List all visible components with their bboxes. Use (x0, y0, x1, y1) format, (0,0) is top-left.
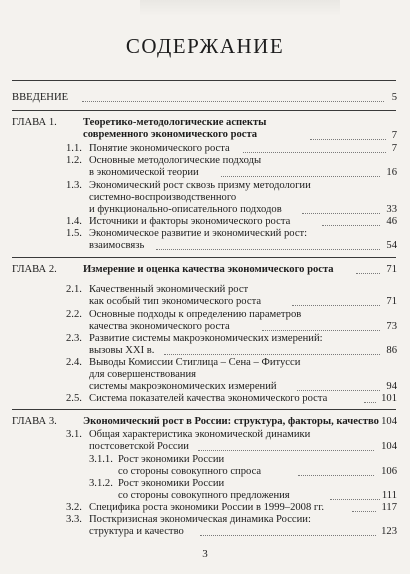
leader-dots (82, 101, 384, 102)
toc-item-page: 71 (386, 296, 397, 307)
leader-dots (198, 450, 374, 451)
toc-item-title: Развитие системы макроэкономических измерений: (89, 333, 323, 344)
leader-dots (200, 535, 376, 536)
chapter3-title: Экономический рост в России: структура, факторы, качество (83, 416, 379, 427)
leader-dots (298, 475, 374, 476)
toc-item-title-cont: для совершенствования (89, 369, 196, 380)
page-number: 3 (202, 548, 208, 560)
chapter1-label: ГЛАВА 1. (12, 117, 57, 128)
toc-item-page: 106 (381, 466, 397, 477)
toc-item-number: 2.5. (66, 393, 82, 404)
toc-item-title: Рост экономики России (118, 478, 225, 489)
leader-dots (243, 152, 386, 153)
toc-item-number: 3.1.2. (89, 478, 113, 489)
toc-item-number: 1.4. (66, 216, 82, 227)
chapter3-label: ГЛАВА 3. (12, 416, 57, 427)
toc-item-page: 86 (386, 345, 397, 356)
toc-item-title: Основные подходы к определению параметров (89, 309, 302, 320)
toc-item-title: Специфика роста экономики России в 1999–2008 гг. (89, 502, 325, 513)
toc-item-number: 3.2. (66, 502, 82, 513)
leader-dots (156, 249, 380, 250)
toc-item-title-cont: системно-воспроизводственного (89, 192, 237, 203)
toc-item-number: 2.1. (66, 284, 82, 295)
leader-dots (330, 499, 380, 500)
toc-item-title-cont: вызовы XXI в. (89, 345, 155, 356)
leader-dots (310, 139, 386, 140)
toc-item-number: 2.3. (66, 333, 82, 344)
toc-item-page: 94 (386, 381, 397, 392)
leader-dots (356, 273, 380, 274)
intro-page: 5 (391, 92, 397, 103)
leader-dots (364, 402, 376, 403)
toc-item-title: Основные методологические подходы (89, 155, 262, 166)
toc-item-number: 1.5. (66, 228, 82, 239)
toc-item-title-cont: в экономической теории (89, 167, 199, 178)
toc-item-title: Выводы Комиссии Стиглица – Сена – Фитусси (89, 357, 301, 368)
toc-item-title: Понятие экономического роста (89, 143, 230, 154)
toc-item-title-cont: постсоветской России (89, 441, 189, 452)
toc-item-title-cont: со стороны совокупного предложения (118, 490, 290, 501)
toc-item-page: 111 (381, 490, 397, 501)
toc-item-title: Общая характеристика экономической динамики (89, 429, 311, 440)
toc-item-title: Система показателей качества экономического роста (89, 393, 328, 404)
toc-item-page: 16 (386, 167, 397, 178)
toc-item-page: 7 (391, 143, 397, 154)
toc-item-number: 1.2. (66, 155, 82, 166)
toc-item-number: 3.1. (66, 429, 82, 440)
leader-dots (322, 225, 380, 226)
chapter1-title-line1: Теоретико-методологические аспекты (83, 117, 267, 128)
toc-item-number: 2.2. (66, 309, 82, 320)
toc-item-number: 2.4. (66, 357, 82, 368)
toc-item-page: 73 (386, 321, 397, 332)
leader-dots (302, 213, 380, 214)
leader-dots (262, 330, 380, 331)
toc-item-title: Рост экономики России (118, 454, 225, 465)
leader-dots (292, 305, 380, 306)
chapter1-title-line2: современного экономического роста (83, 129, 258, 140)
toc-item-page: 123 (381, 526, 397, 537)
toc-item-title: Экономический рост сквозь призму методологии (89, 180, 311, 191)
leader-dots (297, 390, 380, 391)
toc-item-title: Экономическое развитие и экономический рост: (89, 228, 308, 239)
chapter2-title: Измерение и оценка качества экономического роста (83, 264, 334, 275)
toc-item-title-cont: качества экономического роста (89, 321, 230, 332)
toc-item-number: 3.3. (66, 514, 82, 525)
toc-item-title: Источники и факторы экономического роста (89, 216, 291, 227)
toc-item-title: Качественный экономический рост (89, 284, 249, 295)
chapter2-label: ГЛАВА 2. (12, 264, 57, 275)
toc-item-title-cont: как особый тип экономического роста (89, 296, 262, 307)
toc-item-number: 1.3. (66, 180, 82, 191)
toc-item-page: 117 (381, 502, 397, 513)
toc-item-title-cont: со стороны совокупного спроса (118, 466, 262, 477)
toc-item-page: 46 (386, 216, 397, 227)
section-rule (12, 257, 396, 258)
leader-dots (352, 511, 376, 512)
chapter3-page: 104 (381, 416, 397, 427)
toc-item-page: 33 (386, 204, 397, 215)
section-rule (12, 110, 396, 111)
toc-item-title: Посткризисная экономическая динамика России: (89, 514, 311, 525)
toc-item-page: 101 (381, 393, 397, 404)
section-rule (12, 409, 396, 410)
toc-item-number: 1.1. (66, 143, 82, 154)
toc-item-title-cont: и функционально-описательного подходов (89, 204, 282, 215)
leader-dots (221, 176, 380, 177)
toc-item-page: 104 (381, 441, 397, 452)
chapter1-page: 7 (391, 130, 397, 141)
toc-item-title-cont: системы макроэкономических измерений (89, 381, 277, 392)
leader-dots (164, 354, 380, 355)
page-title: СОДЕРЖАНИЕ (125, 34, 285, 58)
intro-label: ВВЕДЕНИЕ (12, 92, 69, 103)
chapter2-page: 71 (386, 264, 397, 275)
toc-item-number: 3.1.1. (89, 454, 113, 465)
toc-item-page: 54 (386, 240, 397, 251)
toc-item-title-cont: структура и качество (89, 526, 184, 537)
toc-item-title-cont: взаимосвязь (89, 240, 145, 251)
